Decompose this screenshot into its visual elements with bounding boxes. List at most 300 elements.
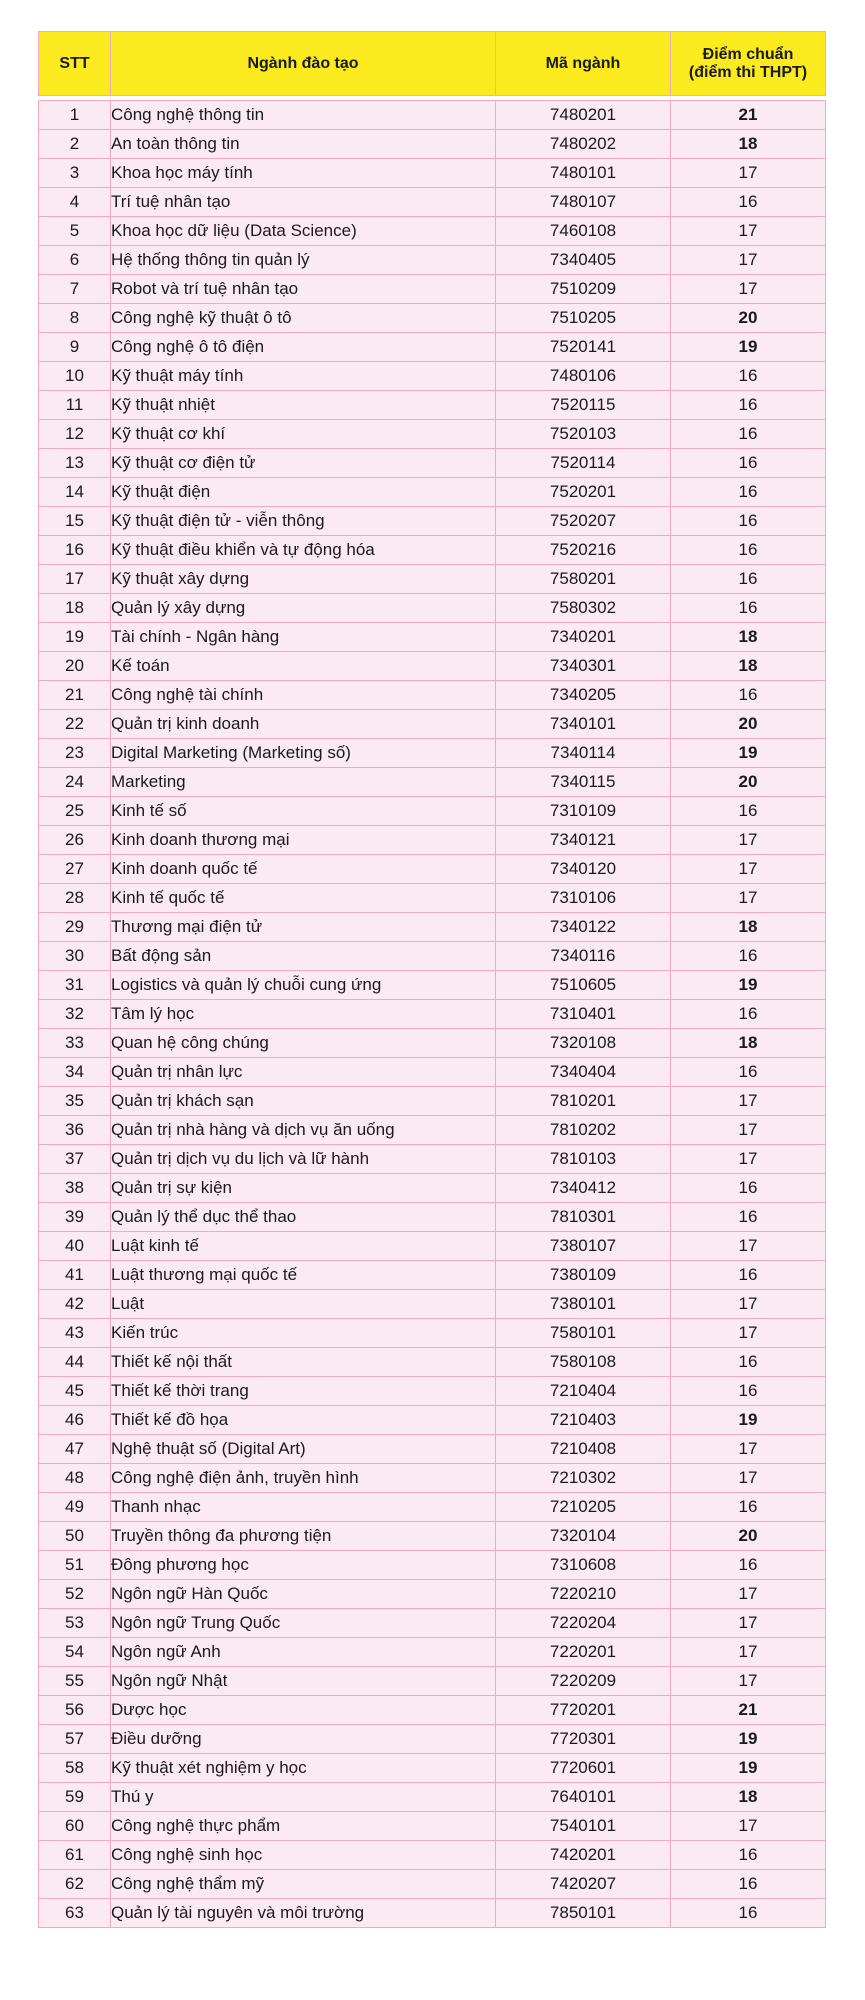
row-score: 18 — [671, 652, 826, 681]
table-row — [39, 1464, 826, 1493]
table-row — [39, 594, 826, 623]
row-stt: 4 — [39, 188, 111, 217]
row-stt: 16 — [39, 536, 111, 565]
header-score-line1: Điểm chuẩn — [702, 45, 794, 63]
row-stt: 59 — [39, 1783, 111, 1812]
row-score: 16 — [671, 391, 826, 420]
table-row — [39, 101, 826, 130]
row-major-code: 7210403 — [496, 1406, 671, 1435]
row-major-code: 7520141 — [496, 333, 671, 362]
table-row — [39, 159, 826, 188]
row-major-code: 7720201 — [496, 1696, 671, 1725]
row-major-name: Khoa học dữ liệu (Data Science) — [111, 217, 496, 246]
table-body — [39, 101, 826, 1928]
row-score: 16 — [671, 942, 826, 971]
row-stt: 23 — [39, 739, 111, 768]
table-row — [39, 130, 826, 159]
row-score: 17 — [671, 217, 826, 246]
row-score: 18 — [671, 623, 826, 652]
table-row — [39, 1580, 826, 1609]
table-row — [39, 652, 826, 681]
row-score: 19 — [671, 333, 826, 362]
table-row — [39, 478, 826, 507]
row-major-name: Bất động sản — [111, 942, 496, 971]
row-stt: 28 — [39, 884, 111, 913]
row-score: 16 — [671, 1203, 826, 1232]
row-stt: 41 — [39, 1261, 111, 1290]
table-row — [39, 623, 826, 652]
row-major-name: Công nghệ thực phẩm — [111, 1812, 496, 1841]
row-stt: 30 — [39, 942, 111, 971]
table-row — [39, 217, 826, 246]
row-stt: 47 — [39, 1435, 111, 1464]
row-stt: 10 — [39, 362, 111, 391]
row-stt: 25 — [39, 797, 111, 826]
row-score: 16 — [671, 797, 826, 826]
row-stt: 50 — [39, 1522, 111, 1551]
row-major-name: Ngôn ngữ Nhật — [111, 1667, 496, 1696]
row-score: 17 — [671, 1116, 826, 1145]
row-major-name: Kế toán — [111, 652, 496, 681]
header-score — [671, 32, 826, 96]
table-row — [39, 333, 826, 362]
row-score: 16 — [671, 478, 826, 507]
row-major-name: Quản trị nhân lực — [111, 1058, 496, 1087]
row-stt: 63 — [39, 1899, 111, 1928]
admission-table-container — [38, 31, 825, 1928]
row-major-code: 7810201 — [496, 1087, 671, 1116]
row-stt: 43 — [39, 1319, 111, 1348]
row-score: 19 — [671, 971, 826, 1000]
table-row — [39, 188, 826, 217]
table-row — [39, 1609, 826, 1638]
row-major-name: An toàn thông tin — [111, 130, 496, 159]
row-major-name: Kinh tế quốc tế — [111, 884, 496, 913]
table-row — [39, 1754, 826, 1783]
row-score: 16 — [671, 681, 826, 710]
row-score: 19 — [671, 1406, 826, 1435]
table-row — [39, 1435, 826, 1464]
row-score: 17 — [671, 1609, 826, 1638]
table-row — [39, 710, 826, 739]
row-major-name: Thiết kế nội thất — [111, 1348, 496, 1377]
table-row — [39, 449, 826, 478]
table-row — [39, 1638, 826, 1667]
row-major-code: 7480101 — [496, 159, 671, 188]
row-score: 17 — [671, 855, 826, 884]
row-stt: 24 — [39, 768, 111, 797]
table-row — [39, 884, 826, 913]
row-score: 16 — [671, 449, 826, 478]
row-major-name: Kỹ thuật điện tử - viễn thông — [111, 507, 496, 536]
row-stt: 19 — [39, 623, 111, 652]
row-major-code: 7220210 — [496, 1580, 671, 1609]
row-major-code: 7340201 — [496, 623, 671, 652]
row-major-code: 7580108 — [496, 1348, 671, 1377]
row-stt: 15 — [39, 507, 111, 536]
row-score: 19 — [671, 1754, 826, 1783]
row-major-name: Công nghệ sinh học — [111, 1841, 496, 1870]
row-major-name: Điều dưỡng — [111, 1725, 496, 1754]
row-major-code: 7220209 — [496, 1667, 671, 1696]
row-major-code: 7380109 — [496, 1261, 671, 1290]
row-score: 16 — [671, 1841, 826, 1870]
row-major-name: Kỹ thuật xét nghiệm y học — [111, 1754, 496, 1783]
row-major-code: 7720601 — [496, 1754, 671, 1783]
table-row — [39, 1000, 826, 1029]
row-stt: 62 — [39, 1870, 111, 1899]
row-score: 17 — [671, 159, 826, 188]
row-stt: 8 — [39, 304, 111, 333]
row-major-code: 7520216 — [496, 536, 671, 565]
row-major-code: 7310608 — [496, 1551, 671, 1580]
table-row — [39, 1812, 826, 1841]
row-score: 16 — [671, 1174, 826, 1203]
row-major-name: Kinh doanh quốc tế — [111, 855, 496, 884]
table-row — [39, 1203, 826, 1232]
row-score: 16 — [671, 1348, 826, 1377]
row-major-code: 7540101 — [496, 1812, 671, 1841]
table-row — [39, 826, 826, 855]
row-major-code: 7340120 — [496, 855, 671, 884]
row-major-name: Luật — [111, 1290, 496, 1319]
row-major-name: Dược học — [111, 1696, 496, 1725]
row-stt: 36 — [39, 1116, 111, 1145]
header-major-code: Mã ngành — [496, 32, 671, 96]
row-score: 17 — [671, 884, 826, 913]
row-major-code: 7380101 — [496, 1290, 671, 1319]
row-score: 16 — [671, 594, 826, 623]
row-major-code: 7810103 — [496, 1145, 671, 1174]
row-score: 20 — [671, 304, 826, 333]
row-score: 17 — [671, 1087, 826, 1116]
row-score: 18 — [671, 1783, 826, 1812]
row-major-code: 7510209 — [496, 275, 671, 304]
row-major-name: Tâm lý học — [111, 1000, 496, 1029]
table-row — [39, 507, 826, 536]
row-stt: 2 — [39, 130, 111, 159]
table-row — [39, 1261, 826, 1290]
header-stt: STT — [39, 32, 111, 96]
table-row — [39, 1493, 826, 1522]
row-major-name: Hệ thống thông tin quản lý — [111, 246, 496, 275]
row-major-code: 7340205 — [496, 681, 671, 710]
row-stt: 26 — [39, 826, 111, 855]
row-major-name: Kỹ thuật nhiệt — [111, 391, 496, 420]
row-score: 17 — [671, 1638, 826, 1667]
row-major-name: Kỹ thuật điều khiển và tự động hóa — [111, 536, 496, 565]
table-row — [39, 971, 826, 1000]
row-stt: 7 — [39, 275, 111, 304]
row-stt: 21 — [39, 681, 111, 710]
row-stt: 49 — [39, 1493, 111, 1522]
table-row — [39, 1232, 826, 1261]
table-row — [39, 246, 826, 275]
row-stt: 32 — [39, 1000, 111, 1029]
row-major-code: 7320108 — [496, 1029, 671, 1058]
row-score: 17 — [671, 1667, 826, 1696]
row-stt: 60 — [39, 1812, 111, 1841]
header-row — [39, 32, 826, 96]
row-score: 16 — [671, 1000, 826, 1029]
row-major-code: 7340101 — [496, 710, 671, 739]
row-major-name: Logistics và quản lý chuỗi cung ứng — [111, 971, 496, 1000]
row-major-code: 7320104 — [496, 1522, 671, 1551]
row-score: 16 — [671, 188, 826, 217]
table-row — [39, 1029, 826, 1058]
row-score: 19 — [671, 1725, 826, 1754]
row-score: 17 — [671, 275, 826, 304]
row-stt: 3 — [39, 159, 111, 188]
row-major-name: Ngôn ngữ Hàn Quốc — [111, 1580, 496, 1609]
row-stt: 31 — [39, 971, 111, 1000]
row-major-code: 7580101 — [496, 1319, 671, 1348]
row-stt: 13 — [39, 449, 111, 478]
table-row — [39, 739, 826, 768]
table-row — [39, 1725, 826, 1754]
table-row — [39, 1899, 826, 1928]
row-major-code: 7850101 — [496, 1899, 671, 1928]
row-score: 16 — [671, 565, 826, 594]
row-major-name: Digital Marketing (Marketing số) — [111, 739, 496, 768]
row-major-name: Công nghệ ô tô điện — [111, 333, 496, 362]
row-score: 17 — [671, 1812, 826, 1841]
row-major-name: Kỹ thuật xây dựng — [111, 565, 496, 594]
table-header — [39, 32, 826, 96]
row-major-code: 7810202 — [496, 1116, 671, 1145]
row-major-code: 7310106 — [496, 884, 671, 913]
row-major-code: 7310401 — [496, 1000, 671, 1029]
row-major-name: Kinh tế số — [111, 797, 496, 826]
table-row — [39, 942, 826, 971]
row-stt: 51 — [39, 1551, 111, 1580]
row-score: 16 — [671, 1261, 826, 1290]
row-score: 16 — [671, 1377, 826, 1406]
table-row — [39, 1667, 826, 1696]
row-stt: 17 — [39, 565, 111, 594]
table-row — [39, 1290, 826, 1319]
table-row — [39, 1348, 826, 1377]
row-score: 18 — [671, 130, 826, 159]
row-score: 16 — [671, 1493, 826, 1522]
table-row — [39, 362, 826, 391]
row-major-name: Tài chính - Ngân hàng — [111, 623, 496, 652]
table-row — [39, 275, 826, 304]
row-score: 20 — [671, 710, 826, 739]
row-major-code: 7420201 — [496, 1841, 671, 1870]
row-stt: 61 — [39, 1841, 111, 1870]
row-stt: 39 — [39, 1203, 111, 1232]
row-major-name: Thiết kế thời trang — [111, 1377, 496, 1406]
row-major-name: Khoa học máy tính — [111, 159, 496, 188]
table-row — [39, 1174, 826, 1203]
row-major-code: 7480107 — [496, 188, 671, 217]
row-major-code: 7520103 — [496, 420, 671, 449]
row-score: 18 — [671, 913, 826, 942]
row-major-code: 7340122 — [496, 913, 671, 942]
row-major-code: 7220201 — [496, 1638, 671, 1667]
row-major-name: Nghệ thuật số (Digital Art) — [111, 1435, 496, 1464]
row-major-code: 7210404 — [496, 1377, 671, 1406]
row-major-code: 7580201 — [496, 565, 671, 594]
row-score: 21 — [671, 1696, 826, 1725]
row-score: 16 — [671, 362, 826, 391]
row-major-name: Đông phương học — [111, 1551, 496, 1580]
row-stt: 58 — [39, 1754, 111, 1783]
row-score: 16 — [671, 536, 826, 565]
row-major-code: 7580302 — [496, 594, 671, 623]
row-major-code: 7340116 — [496, 942, 671, 971]
row-major-name: Kinh doanh thương mại — [111, 826, 496, 855]
table-row — [39, 304, 826, 333]
row-major-code: 7340301 — [496, 652, 671, 681]
table-row — [39, 1522, 826, 1551]
row-major-code: 7340121 — [496, 826, 671, 855]
row-score: 16 — [671, 420, 826, 449]
table-row — [39, 1145, 826, 1174]
row-major-name: Quản trị khách sạn — [111, 1087, 496, 1116]
row-major-code: 7510205 — [496, 304, 671, 333]
row-stt: 46 — [39, 1406, 111, 1435]
row-stt: 20 — [39, 652, 111, 681]
row-stt: 6 — [39, 246, 111, 275]
row-stt: 22 — [39, 710, 111, 739]
row-stt: 14 — [39, 478, 111, 507]
row-score: 20 — [671, 1522, 826, 1551]
row-major-code: 7720301 — [496, 1725, 671, 1754]
row-major-name: Trí tuệ nhân tạo — [111, 188, 496, 217]
row-major-name: Thanh nhạc — [111, 1493, 496, 1522]
row-score: 17 — [671, 1319, 826, 1348]
row-major-code: 7340405 — [496, 246, 671, 275]
row-score: 17 — [671, 1435, 826, 1464]
row-major-name: Quản trị sự kiện — [111, 1174, 496, 1203]
row-major-code: 7220204 — [496, 1609, 671, 1638]
row-major-code: 7340115 — [496, 768, 671, 797]
row-stt: 56 — [39, 1696, 111, 1725]
row-stt: 54 — [39, 1638, 111, 1667]
row-major-name: Kỹ thuật cơ điện tử — [111, 449, 496, 478]
row-major-code: 7480106 — [496, 362, 671, 391]
row-major-name: Marketing — [111, 768, 496, 797]
row-stt: 5 — [39, 217, 111, 246]
row-major-name: Quản lý xây dựng — [111, 594, 496, 623]
row-stt: 18 — [39, 594, 111, 623]
row-stt: 52 — [39, 1580, 111, 1609]
row-major-code: 7340114 — [496, 739, 671, 768]
row-major-name: Công nghệ thẩm mỹ — [111, 1870, 496, 1899]
row-major-name: Luật thương mại quốc tế — [111, 1261, 496, 1290]
row-score: 17 — [671, 1145, 826, 1174]
row-stt: 45 — [39, 1377, 111, 1406]
table-row — [39, 420, 826, 449]
row-stt: 1 — [39, 101, 111, 130]
row-major-code: 7520201 — [496, 478, 671, 507]
table-row — [39, 1087, 826, 1116]
row-major-code: 7460108 — [496, 217, 671, 246]
row-stt: 27 — [39, 855, 111, 884]
row-score: 17 — [671, 246, 826, 275]
header-major-name: Ngành đào tạo — [111, 32, 496, 96]
row-major-code: 7510605 — [496, 971, 671, 1000]
table-row — [39, 391, 826, 420]
row-major-name: Kỹ thuật cơ khí — [111, 420, 496, 449]
table-row — [39, 913, 826, 942]
table-row — [39, 565, 826, 594]
table-row — [39, 1116, 826, 1145]
table-row — [39, 1406, 826, 1435]
row-stt: 35 — [39, 1087, 111, 1116]
row-major-name: Công nghệ kỹ thuật ô tô — [111, 304, 496, 333]
row-major-code: 7380107 — [496, 1232, 671, 1261]
row-major-code: 7420207 — [496, 1870, 671, 1899]
row-stt: 42 — [39, 1290, 111, 1319]
row-major-name: Công nghệ thông tin — [111, 101, 496, 130]
row-major-name: Công nghệ điện ảnh, truyền hình — [111, 1464, 496, 1493]
row-major-name: Quản lý tài nguyên và môi trường — [111, 1899, 496, 1928]
row-major-code: 7810301 — [496, 1203, 671, 1232]
row-major-code: 7340404 — [496, 1058, 671, 1087]
row-score: 17 — [671, 1464, 826, 1493]
table-row — [39, 1377, 826, 1406]
row-major-name: Robot và trí tuệ nhân tạo — [111, 275, 496, 304]
row-stt: 53 — [39, 1609, 111, 1638]
row-stt: 37 — [39, 1145, 111, 1174]
header-score-line2: (điểm thi THPT) — [688, 63, 808, 81]
row-score: 19 — [671, 739, 826, 768]
row-score: 17 — [671, 1232, 826, 1261]
row-score: 18 — [671, 1029, 826, 1058]
row-stt: 11 — [39, 391, 111, 420]
table-row — [39, 1551, 826, 1580]
row-major-name: Thú y — [111, 1783, 496, 1812]
row-major-code: 7210205 — [496, 1493, 671, 1522]
row-score: 16 — [671, 1899, 826, 1928]
row-major-code: 7520207 — [496, 507, 671, 536]
row-score: 16 — [671, 1870, 826, 1899]
row-stt: 57 — [39, 1725, 111, 1754]
row-major-name: Quản lý thể dục thể thao — [111, 1203, 496, 1232]
row-stt: 12 — [39, 420, 111, 449]
row-stt: 33 — [39, 1029, 111, 1058]
table-row — [39, 1696, 826, 1725]
row-stt: 38 — [39, 1174, 111, 1203]
row-stt: 44 — [39, 1348, 111, 1377]
row-major-code: 7520114 — [496, 449, 671, 478]
table-row — [39, 681, 826, 710]
admission-scores-table — [38, 31, 826, 1928]
table-row — [39, 536, 826, 565]
row-major-name: Quản trị kinh doanh — [111, 710, 496, 739]
table-row — [39, 1870, 826, 1899]
row-score: 16 — [671, 1551, 826, 1580]
row-major-name: Ngôn ngữ Trung Quốc — [111, 1609, 496, 1638]
row-major-code: 7640101 — [496, 1783, 671, 1812]
row-stt: 48 — [39, 1464, 111, 1493]
row-major-code: 7210302 — [496, 1464, 671, 1493]
row-major-code: 7310109 — [496, 797, 671, 826]
row-major-name: Luật kinh tế — [111, 1232, 496, 1261]
row-stt: 9 — [39, 333, 111, 362]
row-score: 17 — [671, 1290, 826, 1319]
table-row — [39, 768, 826, 797]
row-score: 16 — [671, 507, 826, 536]
row-major-name: Quản trị dịch vụ du lịch và lữ hành — [111, 1145, 496, 1174]
table-row — [39, 797, 826, 826]
row-major-name: Kiến trúc — [111, 1319, 496, 1348]
row-major-name: Kỹ thuật máy tính — [111, 362, 496, 391]
row-stt: 34 — [39, 1058, 111, 1087]
